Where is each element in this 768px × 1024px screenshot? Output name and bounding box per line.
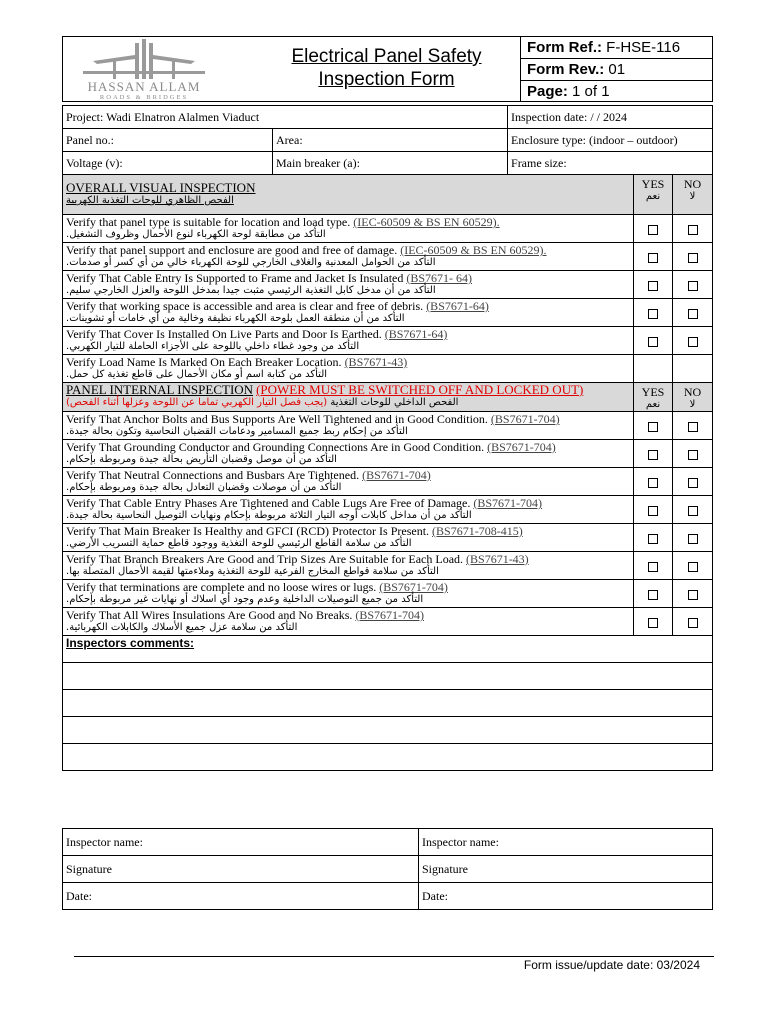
form-ref-value: F-HSE-116 xyxy=(606,39,681,56)
internal-item-row xyxy=(63,496,713,524)
item-text-en: Verify That Main Breaker Is Healthy and GFCI (RCD) Protector Is Present. xyxy=(66,524,430,538)
internal-item-row xyxy=(63,608,713,636)
internal-item-row xyxy=(63,412,713,440)
internal-no-header xyxy=(673,383,713,412)
item-text-en: Verify That Cover Is Installed On Live Parts and Door Is Earthed. xyxy=(66,327,382,341)
internal-no-cell xyxy=(673,552,713,580)
internal-yes-cell xyxy=(634,468,673,496)
date-field-1[interactable]: Date: xyxy=(63,883,419,910)
inspection-table xyxy=(62,105,713,771)
no-checkbox[interactable] xyxy=(688,309,698,319)
no-checkbox[interactable] xyxy=(688,422,698,432)
visual-no-cell xyxy=(673,271,713,299)
no-checkbox[interactable] xyxy=(688,281,698,291)
form-rev-label: Form Rev.: xyxy=(527,61,605,78)
item-text-ar: .التأكد من وجود غطاء داخلي باللوحة على الأجزاء الحاملة للتيار الكهربي xyxy=(66,341,360,352)
item-text-en: Verify That Cable Entry Phases Are Tightened and Cable Lugs Are Free of Damage. xyxy=(66,496,471,510)
item-text-en: Verify that terminations are complete and no loose wires or lugs. xyxy=(66,580,377,594)
visual-item-text xyxy=(63,299,634,327)
comments-label: Inspectors comments: xyxy=(66,636,195,650)
internal-yes-cell xyxy=(634,580,673,608)
item-text-en: Verify That All Wires Insulations Are Good and No Breaks. xyxy=(66,608,353,622)
visual-no-header xyxy=(673,175,713,215)
main-breaker-field[interactable]: Main breaker (a): xyxy=(273,152,508,175)
item-text-ar: .التأكد من إحكام ربط جميع المسامير ودعامات القضبان النحاسية وتكون بحالة جيدة xyxy=(66,426,408,437)
internal-yes-header xyxy=(634,383,673,412)
internal-no-cell xyxy=(673,524,713,552)
item-standard-ref: (IEC-60509 & BS EN 60529). xyxy=(353,215,500,229)
yes-label: YES xyxy=(641,177,665,191)
internal-yes-cell xyxy=(634,608,673,636)
internal-section-warning: (POWER MUST BE SWITCHED OFF AND LOCKED OUT) xyxy=(256,382,584,397)
logo-company-name: HASSAN ALLAM xyxy=(87,79,201,94)
no-label-ar: لا xyxy=(689,191,696,202)
visual-no-cell xyxy=(673,327,713,355)
frame-size-field[interactable]: Frame size: xyxy=(508,152,713,175)
internal-yes-cell xyxy=(634,524,673,552)
internal-item-text xyxy=(63,524,634,552)
no-checkbox[interactable] xyxy=(688,534,698,544)
visual-yes-cell xyxy=(634,299,673,327)
item-text-en: Verify that working space is accessible and area is clear and free of debris. xyxy=(66,299,424,313)
page-label: Page: xyxy=(527,83,568,100)
no-checkbox[interactable] xyxy=(688,225,698,235)
visual-no-cell xyxy=(673,215,713,243)
internal-section-warning-ar: (يجب فصل التيار الكهربي تماما عن اللوحة وعزلها أثناء الفحص) xyxy=(66,397,328,408)
inspector-name-field-1[interactable]: Inspector name: xyxy=(63,829,419,856)
visual-section-header xyxy=(63,175,713,215)
internal-item-text xyxy=(63,496,634,524)
internal-no-cell xyxy=(673,496,713,524)
visual-item-text xyxy=(63,243,634,271)
internal-section-header xyxy=(63,383,713,412)
comments-header-row xyxy=(63,636,713,663)
voltage-field[interactable]: Voltage (v): xyxy=(63,152,273,175)
internal-item-row xyxy=(63,552,713,580)
internal-no-cell xyxy=(673,440,713,468)
item-text-ar: .التأكد من سلامة القاطع الرئيسي للوحة التغذية ووجود قاطع حماية التسريب الأرضي xyxy=(66,538,412,549)
no-checkbox[interactable] xyxy=(688,506,698,516)
item-text-ar: .التأكد من أن موصلات وقضبان التعادل بحالة جيدة ومربوطة بإحكام xyxy=(66,482,342,493)
comment-line-field[interactable] xyxy=(63,744,713,771)
internal-item-text xyxy=(63,440,634,468)
visual-section-title-cell xyxy=(63,175,634,215)
signature-table xyxy=(62,828,713,910)
area-field[interactable]: Area: xyxy=(273,129,508,152)
item-text-ar: .التأكد من أن منطقة العمل بلوحة الكهرباء نظيفة وخالية من أي خامات أو تشوينات xyxy=(66,313,405,324)
item-text-ar: .التأكد من أن مداخل كابلات أوجه التيار الثلاثة مربوطة بإحكام ونهايات التوصيل النحاسية بحالة جيدة xyxy=(66,510,472,521)
item-text-en: Verify That Branch Breakers Are Good and Trip Sizes Are Suitable for Each Load. xyxy=(66,552,464,566)
visual-yes-cell xyxy=(634,355,673,383)
no-label: NO xyxy=(683,177,702,191)
item-standard-ref: (BS7671-64) xyxy=(426,299,489,313)
visual-no-cell xyxy=(673,355,713,383)
yes-checkbox[interactable] xyxy=(648,253,658,263)
visual-yes-cell xyxy=(634,271,673,299)
internal-yes-cell xyxy=(634,412,673,440)
yes-checkbox[interactable] xyxy=(648,450,658,460)
item-standard-ref: (BS7671- 64) xyxy=(406,271,473,285)
yes-checkbox[interactable] xyxy=(648,309,658,319)
form-ref-box xyxy=(520,37,713,101)
company-logo xyxy=(63,37,225,101)
item-standard-ref: (BS7671-704) xyxy=(362,468,431,482)
item-text-ar: .التأكد من سلامة قواطع المخارج الفرعية للوحة التغذية وملاءمتها لقيمة الأحمال المتصلة بها xyxy=(66,566,439,577)
visual-yes-cell xyxy=(634,327,673,355)
internal-item-row xyxy=(63,524,713,552)
visual-item-row xyxy=(63,215,713,243)
item-text-ar: .التأكد من سلامة عزل جميع الأسلاك والكابلات الكهربائية xyxy=(66,622,298,633)
item-standard-ref: (BS7671-704) xyxy=(355,608,425,622)
comments-label-cell xyxy=(63,636,713,663)
form-header xyxy=(62,36,713,102)
comment-line xyxy=(63,744,713,771)
panel-no-field[interactable]: Panel no.: xyxy=(63,129,273,152)
item-text-en: Verify That Grounding Conductor and Grounding Connections Are in Good Condition. xyxy=(66,440,485,454)
item-text-ar: .التأكد من أن مدخل كابل التغذية الرئيسي مثبت جيدا بمدخل اللوحة والعزل الخارجي سليم xyxy=(66,285,436,296)
item-text-ar: .التأكد من الحوامل المعدنية والغلاف الخارجي للوحة الكهرباء خالي من أي كسر أو صدمات xyxy=(66,257,436,268)
item-standard-ref: (BS7671-43) xyxy=(466,552,529,566)
visual-item-row xyxy=(63,243,713,271)
project-field: Project: Wadi Elnatron Alalmen Viaduct xyxy=(63,106,508,129)
item-text-en: Verify that panel support and enclosure are good and free of damage. xyxy=(66,243,398,257)
item-standard-ref: (BS7671-704) xyxy=(473,496,543,510)
comment-line xyxy=(63,663,713,690)
yes-checkbox[interactable] xyxy=(648,590,658,600)
internal-yes-cell xyxy=(634,440,673,468)
form-ref-row xyxy=(521,37,713,59)
yes-checkbox[interactable] xyxy=(648,337,658,347)
item-text-ar: .التأكد من كتابة اسم أو مكان الأحمال على قاطع تغذية كل حمل xyxy=(66,369,328,380)
item-standard-ref: (BS7671-43) xyxy=(344,355,408,369)
internal-item-text xyxy=(63,580,634,608)
visual-no-cell xyxy=(673,299,713,327)
internal-item-row xyxy=(63,468,713,496)
form-issue-date: Form issue/update date: 03/2024 xyxy=(523,958,700,972)
no-label: NO xyxy=(683,385,702,399)
visual-yes-cell xyxy=(634,215,673,243)
item-standard-ref: (BS7671-704) xyxy=(490,412,560,426)
internal-no-cell xyxy=(673,412,713,440)
yes-checkbox[interactable] xyxy=(648,534,658,544)
item-standard-ref: (IEC-60509 & BS EN 60529). xyxy=(400,243,547,257)
visual-section-title-ar: الفحص الظاهري للوحات التغذية الكهربية xyxy=(66,195,234,206)
internal-no-cell xyxy=(673,608,713,636)
internal-item-row xyxy=(63,580,713,608)
visual-item-text xyxy=(63,271,634,299)
visual-no-cell xyxy=(673,243,713,271)
item-standard-ref: (BS7671-708-415) xyxy=(432,524,523,538)
yes-label: YES xyxy=(641,385,665,399)
comment-line xyxy=(63,690,713,717)
item-text-en: Verify That Anchor Bolts and Bus Supports Are Well Tightened and in Good Condition. xyxy=(66,412,488,426)
visual-yes-header xyxy=(634,175,673,215)
no-checkbox[interactable] xyxy=(688,618,698,628)
item-text-ar: .التأكد من مطابقة لوحة الكهرباء لنوع الأحمال وظروف التشغيل xyxy=(66,229,326,240)
no-checkbox[interactable] xyxy=(688,253,698,263)
yes-checkbox[interactable] xyxy=(648,422,658,432)
item-standard-ref: (BS7671-64) xyxy=(384,327,448,341)
item-text-ar: .التأكد من أن موصل وقضبان التأريض بحالة جيدة ومربوطة بإحكام xyxy=(66,454,337,465)
yes-checkbox[interactable] xyxy=(648,618,658,628)
item-standard-ref: (BS7671-704) xyxy=(379,580,448,594)
comment-line-field[interactable] xyxy=(63,717,713,744)
date-field-2[interactable]: Date: xyxy=(419,883,713,910)
logo-company-sub: ROADS & BRIDGES xyxy=(99,94,189,101)
item-standard-ref: (BS7671-704) xyxy=(487,440,556,454)
internal-section-title-ar: الفحص الداخلي للوحات التغذية xyxy=(330,397,459,408)
internal-section-title-cell xyxy=(63,383,634,412)
enclosure-type-field[interactable]: Enclosure type: (indoor – outdoor) xyxy=(508,129,713,152)
page-value: 1 of 1 xyxy=(572,83,610,100)
visual-item-text xyxy=(63,215,634,243)
visual-item-row xyxy=(63,355,713,383)
internal-section-title-ar-line xyxy=(66,397,630,409)
internal-yes-cell xyxy=(634,552,673,580)
inspection-date-field[interactable]: Inspection date: / / 2024 xyxy=(508,106,713,129)
visual-yes-cell xyxy=(634,243,673,271)
yes-checkbox[interactable] xyxy=(648,506,658,516)
internal-item-text xyxy=(63,552,634,580)
no-checkbox[interactable] xyxy=(688,478,698,488)
no-checkbox[interactable] xyxy=(688,450,698,460)
item-text-en: Verify That Neutral Connections and Busbars Are Tightened. xyxy=(66,468,360,482)
internal-section-title: PANEL INTERNAL INSPECTION xyxy=(66,382,254,397)
form-title: Electrical Panel Safety Inspection Form xyxy=(291,46,482,90)
yes-checkbox[interactable] xyxy=(648,562,658,572)
signature-field-2[interactable]: Signature xyxy=(419,856,713,883)
yes-label-ar: نعم xyxy=(645,191,661,202)
internal-no-cell xyxy=(673,580,713,608)
visual-item-row xyxy=(63,299,713,327)
info-row-panel xyxy=(63,129,713,152)
item-text-ar: .التأكد من جميع التوصيلات الداخلية وعدم وجود أي اسلاك أو نهايات غير مربوطة بإحكام xyxy=(66,594,424,605)
form-rev-value: 01 xyxy=(608,61,626,78)
form-rev-row xyxy=(521,59,713,81)
internal-yes-cell xyxy=(634,496,673,524)
visual-item-text xyxy=(63,355,634,383)
item-text-en: Verify Load Name Is Marked On Each Breaker Location. xyxy=(66,355,342,369)
internal-item-text xyxy=(63,468,634,496)
yes-checkbox[interactable] xyxy=(648,478,658,488)
inspector-name-field-2[interactable]: Inspector name: xyxy=(419,829,713,856)
no-checkbox[interactable] xyxy=(688,337,698,347)
visual-item-row xyxy=(63,271,713,299)
internal-item-text xyxy=(63,608,634,636)
info-row-voltage xyxy=(63,152,713,175)
internal-no-cell xyxy=(673,468,713,496)
signature-field-1[interactable]: Signature xyxy=(63,856,419,883)
yes-label-ar: نعم xyxy=(645,399,661,410)
no-checkbox[interactable] xyxy=(688,562,698,572)
yes-checkbox[interactable] xyxy=(648,281,658,291)
yes-checkbox[interactable] xyxy=(648,225,658,235)
info-row-project xyxy=(63,106,713,129)
internal-item-text xyxy=(63,412,634,440)
item-text-en: Verify that panel type is suitable for location and load type. xyxy=(66,215,351,229)
visual-item-row xyxy=(63,327,713,355)
comment-line-field[interactable] xyxy=(63,690,713,717)
visual-section-title: OVERALL VISUAL INSPECTION xyxy=(66,180,256,195)
comment-line xyxy=(63,717,713,744)
no-label-ar: لا xyxy=(689,399,696,410)
comment-line-field[interactable] xyxy=(63,663,713,690)
internal-item-row xyxy=(63,440,713,468)
footer-divider xyxy=(74,956,714,957)
no-checkbox[interactable] xyxy=(688,590,698,600)
item-text-en: Verify That Cable Entry Is Supported to Frame and Jacket Is Insulated xyxy=(66,271,404,285)
page-row xyxy=(521,81,713,102)
visual-item-text xyxy=(63,327,634,355)
form-ref-label: Form Ref.: xyxy=(527,39,602,56)
